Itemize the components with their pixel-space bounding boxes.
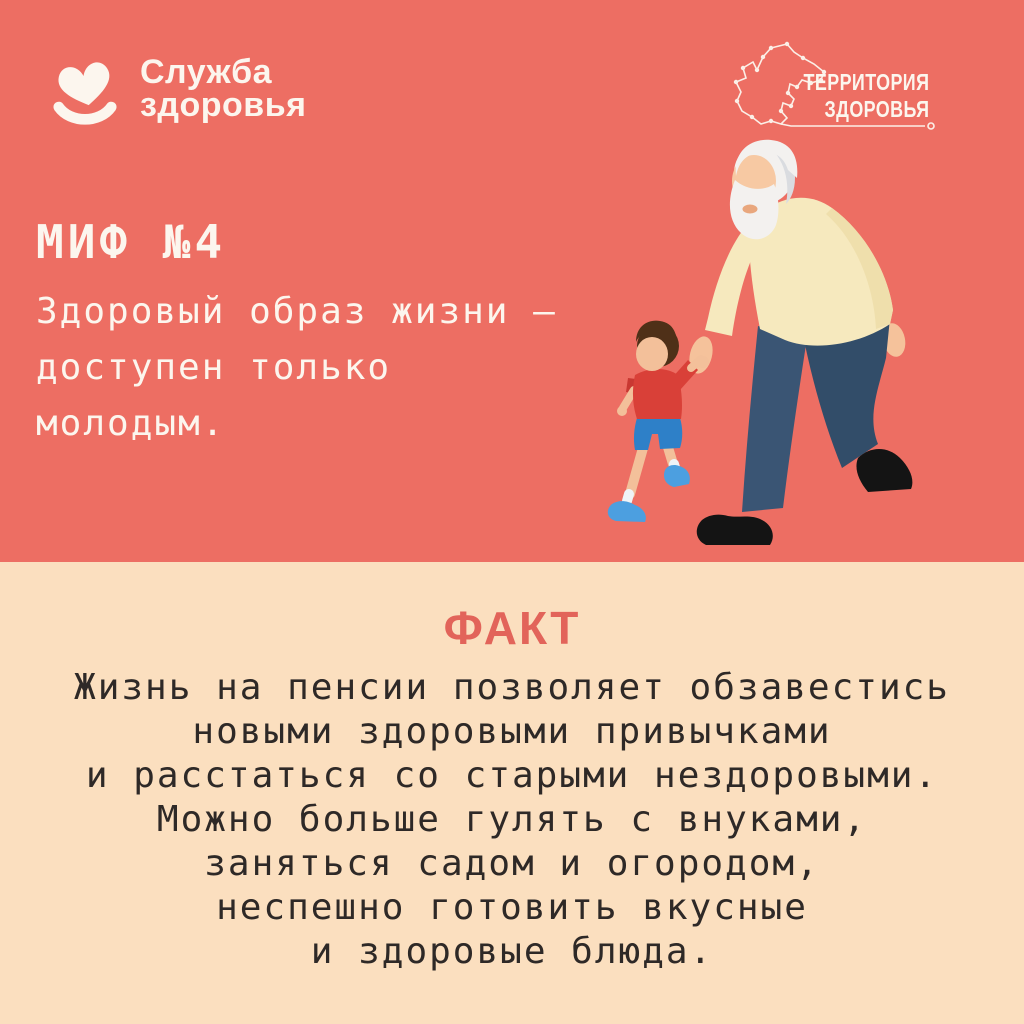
territory-line2: ЗДОРОВЬЯ (824, 95, 929, 122)
heart-smile-icon (44, 48, 126, 130)
fact-line: неспешно готовить вкусные (216, 887, 808, 928)
fact-line: заняться садом и огородом, (204, 843, 820, 884)
brand-line2: здоровья (140, 86, 307, 124)
fact-line: Можно больше гулять с внуками, (156, 799, 868, 840)
myth-line: молодым. (36, 403, 226, 444)
fact-line: и расстаться со старыми нездоровыми. (85, 755, 939, 796)
brand-logo (44, 48, 306, 130)
fact-line: новыми здоровыми привычками (192, 711, 832, 752)
myth-line: Здоровый образ жизни — (36, 291, 557, 332)
myth-title: МИФ №4 (36, 215, 227, 269)
fact-title: ФАКТ (443, 602, 581, 654)
fact-line: Жизнь на пенсии позволяет обзавестись (74, 667, 950, 708)
territory-logo (731, 40, 945, 134)
territory-line1: ТЕРРИТОРИЯ (803, 69, 929, 95)
myth-statement (36, 284, 616, 452)
grandfather-walking-with-grandson-illustration (590, 128, 1020, 568)
brand-name (140, 53, 307, 124)
fact-line: и здоровые блюда. (310, 931, 714, 972)
brand-line1: Служба (140, 53, 273, 91)
grandfather-figure (686, 140, 913, 545)
fact-statement (0, 666, 1024, 974)
myth-line: доступен только (36, 347, 392, 388)
fact-section (0, 562, 1024, 1024)
territory-name (803, 69, 929, 122)
myth-block (36, 216, 616, 452)
